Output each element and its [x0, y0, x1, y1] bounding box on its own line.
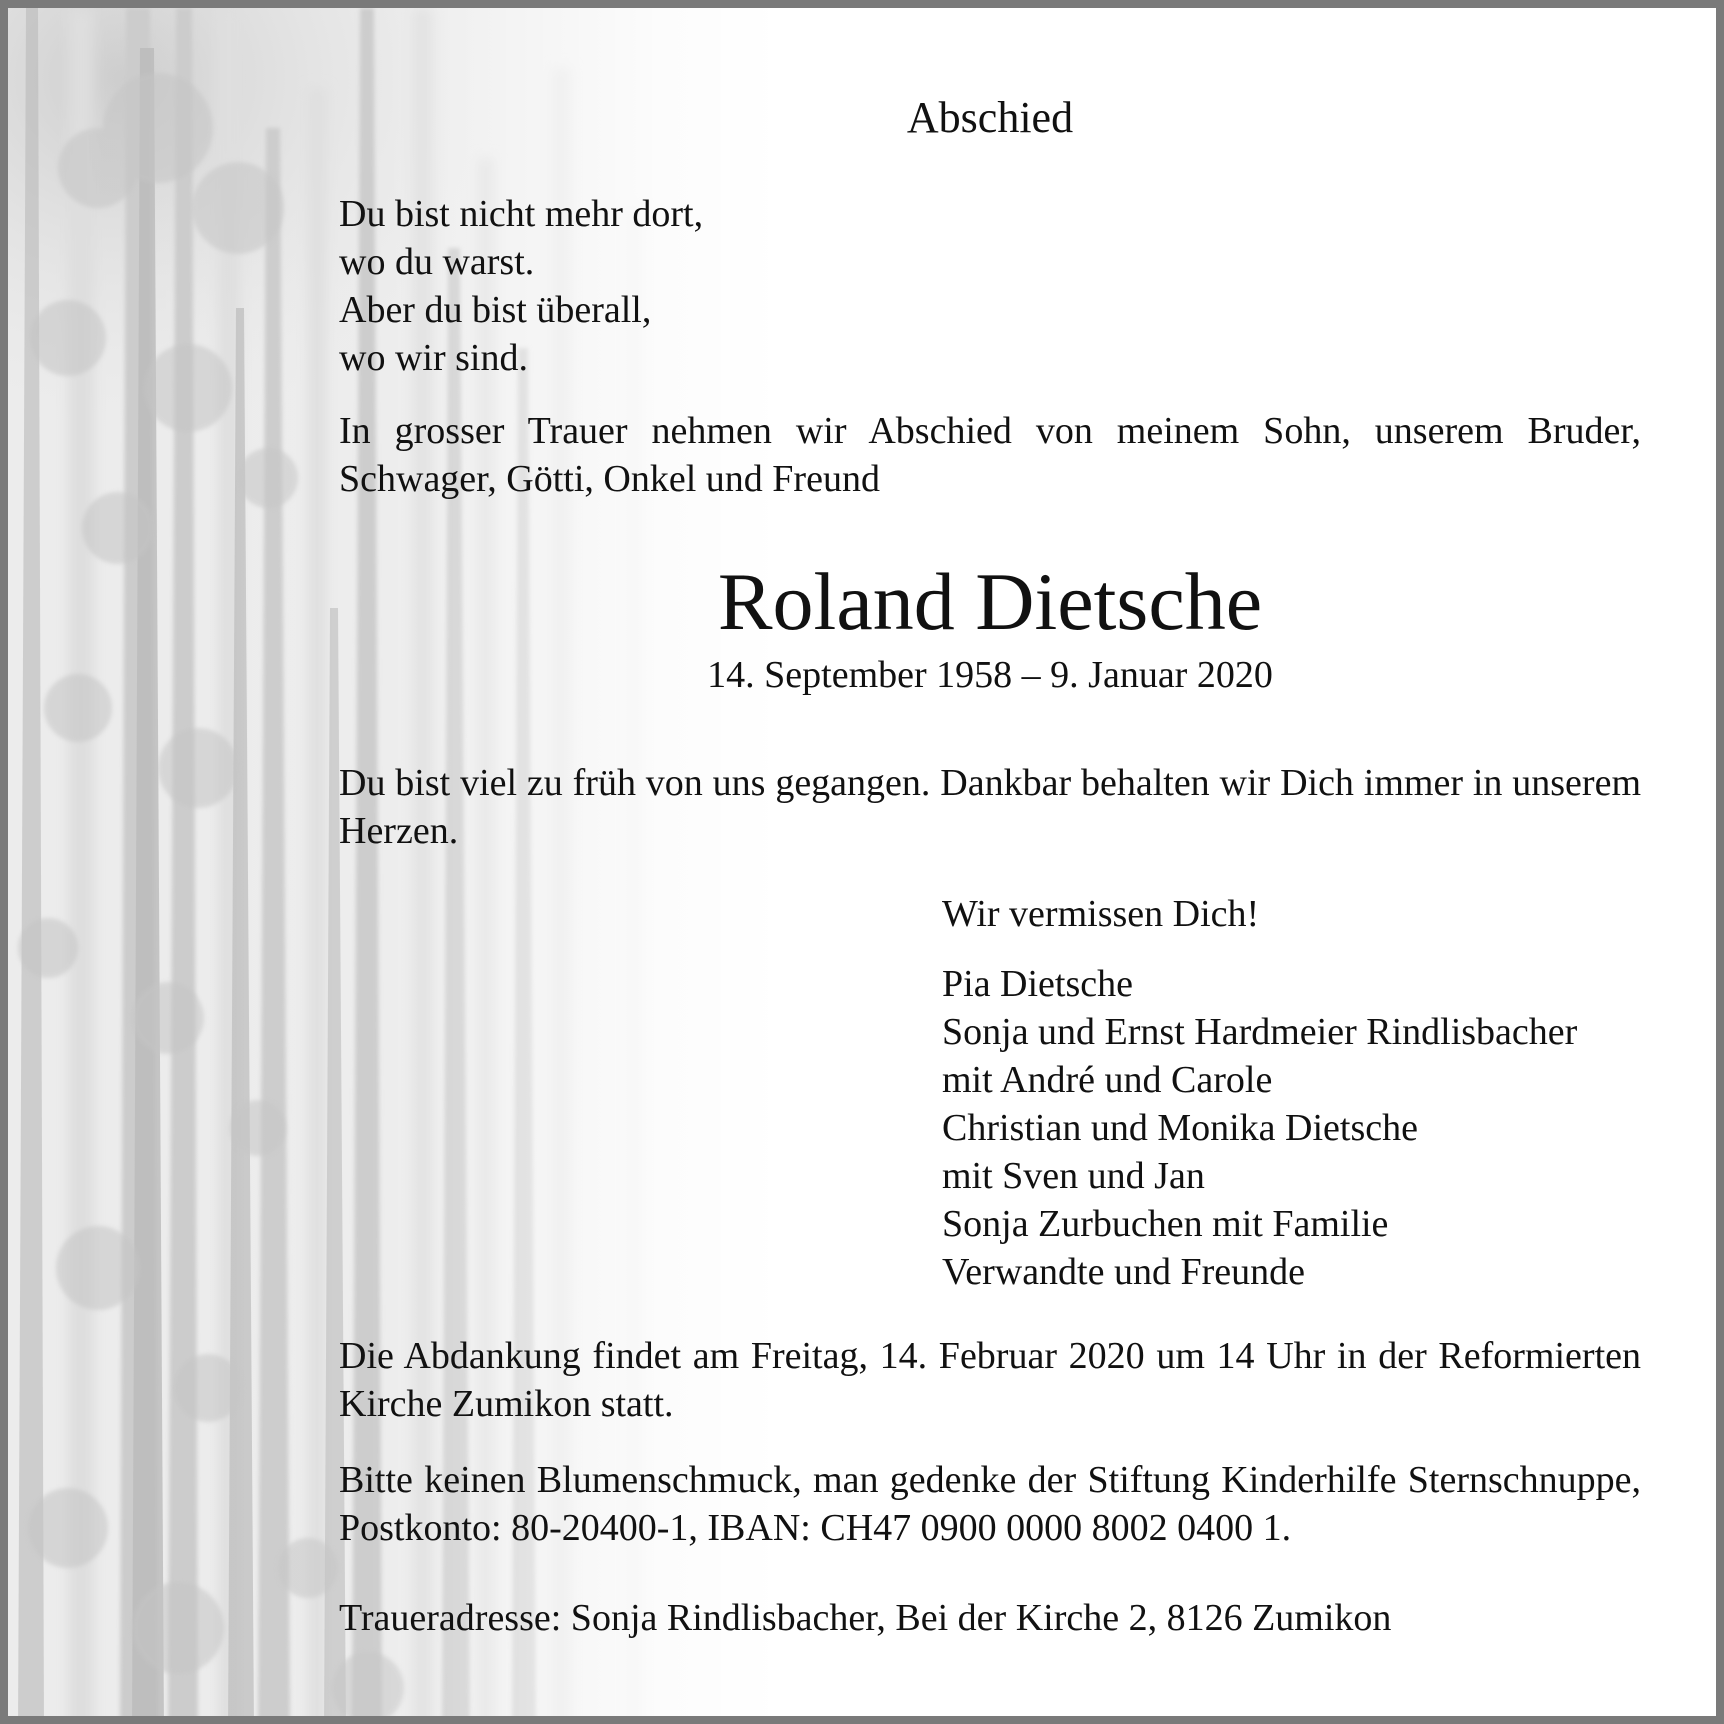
poem-line: Aber du bist überall,: [339, 289, 652, 331]
farewell-paragraph: Du bist viel zu früh von uns gegangen. Dankbar behalten wir Dich immer in unserem Herzen.: [339, 762, 1641, 852]
poem-line: Du bist nicht mehr dort,: [339, 193, 704, 235]
mourner-name: mit Sven und Jan: [942, 1155, 1205, 1197]
mourner-name: Verwandte und Freunde: [942, 1251, 1306, 1293]
deceased-dates: 14. September 1958 – 9. Januar 2020: [707, 654, 1273, 696]
mourner-name: Sonja und Ernst Hardmeier Rindlisbacher: [942, 1011, 1578, 1053]
poem-line: wo du warst.: [339, 241, 535, 283]
mourning-address: Traueradresse: Sonja Rindlisbacher, Bei der Kirche 2, 8126 Zumikon: [339, 1597, 1392, 1639]
deceased-name: Roland Dietsche: [717, 556, 1263, 647]
ceremony-paragraph: Die Abdankung findet am Freitag, 14. Februar 2020 um 14 Uhr in der Reformierten Kirche Zumikon statt.: [339, 1335, 1641, 1425]
mourner-name: Sonja Zurbuchen mit Familie: [942, 1203, 1389, 1245]
mourner-name: mit André und Carole: [942, 1059, 1273, 1101]
donation-paragraph: Bitte keinen Blumenschmuck, man gedenke der Stiftung Kinderhilfe Sternschnuppe, Postkonto: 80-20400-1, IBAN: CH47 0900 0000 8002 0400 1.: [339, 1459, 1641, 1549]
mourners-block: [942, 890, 1577, 1296]
miss-line: Wir vermissen Dich!: [942, 893, 1260, 935]
mourner-name: Pia Dietsche: [942, 963, 1134, 1005]
mourner-name: Christian und Monika Dietsche: [942, 1107, 1418, 1149]
heading-abschied: Abschied: [906, 93, 1074, 142]
intro-paragraph: In grosser Trauer nehmen wir Abschied von meinem Sohn, unserem Bruder, Schwager, Götti, Onkel und Freund: [339, 410, 1641, 500]
poem: [339, 190, 703, 382]
poem-line: wo wir sind.: [339, 337, 528, 379]
